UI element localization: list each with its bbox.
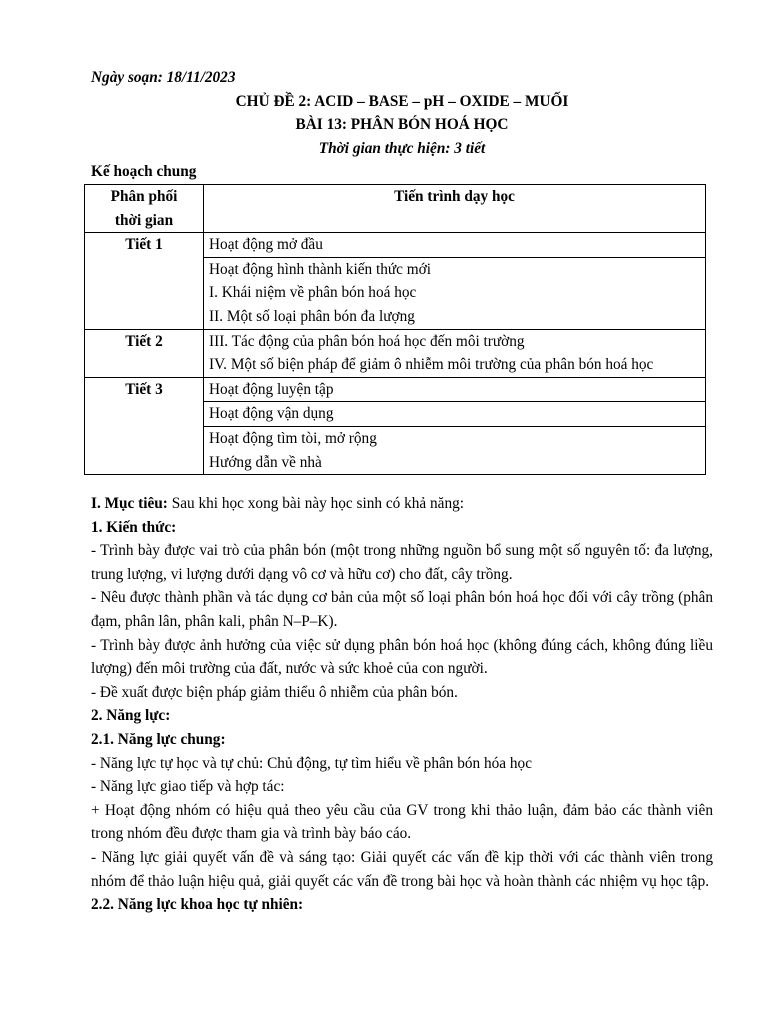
activity-cell [204, 233, 706, 258]
general-competence-item: - Năng lực tự học và tự chủ: Chủ động, tự tìm hiểu về phân bón hóa học [91, 754, 532, 772]
process-column-header: Tiến trình dạy học [204, 184, 706, 232]
objectives-intro: Sau khi học xong bài này học sinh có khả năng: [167, 495, 465, 513]
activity-line: III. Tác động của phân bón hoá học đến môi trường [209, 332, 525, 350]
general-competence-item: + Hoạt động nhóm có hiệu quả theo yêu cầu của GV trong khi thảo luận, đảm bảo các thành viên trong nhóm đều được tham gia và trình bày báo cáo. [91, 801, 713, 843]
knowledge-item: - Trình bày được ảnh hưởng của việc sử dụng phân bón hoá học (không đúng cách, không đúng liều lượng) đến môi trường của đất, nước và sức khoẻ của con người. [91, 636, 713, 678]
general-competence-item: - Năng lực giao tiếp và hợp tác: [91, 778, 285, 796]
table-row [85, 377, 706, 402]
activity-line: I. Khái niệm về phân bón hoá học [209, 284, 417, 302]
preparation-date: Ngày soạn: 18/11/2023 [91, 69, 236, 86]
knowledge-item: - Trình bày được vai trò của phân bón (một trong những nguồn bổ sung một số nguyên tố: đa lượng, trung lượng, vi lượng dưới dạng vô cơ và hữu cơ) cho đất, cây trồng. [91, 542, 713, 583]
period-header-line: thời gian [114, 211, 174, 229]
competence-heading: 2. Năng lực: [91, 707, 171, 725]
table-header-row [85, 184, 706, 232]
general-competence-heading: 2.1. Năng lực chung: [91, 731, 226, 749]
knowledge-list [91, 539, 713, 704]
activity-cell [204, 426, 706, 474]
table-row [85, 233, 706, 258]
knowledge-item: - Đề xuất được biện pháp giảm thiểu ô nhiễm của phân bón. [91, 683, 458, 701]
period-cell: Tiết 1 [85, 233, 204, 329]
activity-line: Hoạt động vận dụng [209, 405, 334, 423]
general-competence-item: - Năng lực giải quyết vấn đề và sáng tạo: Giải quyết các vấn đề kịp thời với các thành viên trong nhóm để thảo luận hiệu quả, giải quyết các vấn đề trong bài học và hoàn thành các nhiệm vụ học tập. [91, 849, 713, 890]
activity-cell [204, 377, 706, 402]
activity-line: Hoạt động luyện tập [209, 380, 334, 398]
document-page [91, 66, 713, 917]
knowledge-heading: 1. Kiến thức: [91, 518, 177, 536]
period-cell: Tiết 2 [85, 329, 204, 377]
objectives-heading: I. Mục tiêu: [91, 495, 168, 513]
lesson-title: BÀI 13: PHÂN BÓN HOÁ HỌC [295, 116, 509, 134]
general-competence-list [91, 752, 713, 894]
period-cell: Tiết 3 [85, 377, 204, 474]
activity-cell [204, 402, 706, 427]
topic-title: CHỦ ĐỀ 2: ACID – BASE – pH – OXIDE – MUỐI [235, 92, 569, 110]
activity-line: II. Một số loại phân bón đa lượng [209, 307, 415, 325]
science-competence-heading: 2.2. Năng lực khoa học tự nhiên: [91, 896, 304, 914]
activity-line: Hoạt động hình thành kiến thức mới [209, 260, 432, 278]
activity-line: IV. Một số biện pháp để giảm ô nhiễm môi trường của phân bón hoá học [209, 356, 654, 374]
activity-line: Hoạt động mở đầu [209, 236, 323, 254]
activity-line: Hướng dẫn về nhà [209, 453, 322, 471]
teaching-plan-table [84, 184, 706, 475]
plan-body [85, 233, 706, 475]
activity-line: Hoạt động tìm tòi, mở rộng [209, 429, 377, 447]
table-row [85, 329, 706, 377]
activity-cell [204, 329, 706, 377]
plan-title: Kế hoạch chung [91, 163, 197, 181]
objectives-section [91, 492, 713, 917]
lesson-duration: Thời gian thực hiện: 3 tiết [318, 139, 486, 157]
activity-cell [204, 257, 706, 329]
period-header-line: Phân phối [110, 187, 178, 205]
knowledge-item: - Nêu được thành phần và tác dụng cơ bản của một số loại phân bón hoá học đối với cây trồng (phân đạm, phân lân, phân kali, phân N–P–K). [91, 589, 713, 631]
period-column-header [85, 184, 204, 232]
objectives-heading-line [91, 492, 713, 516]
